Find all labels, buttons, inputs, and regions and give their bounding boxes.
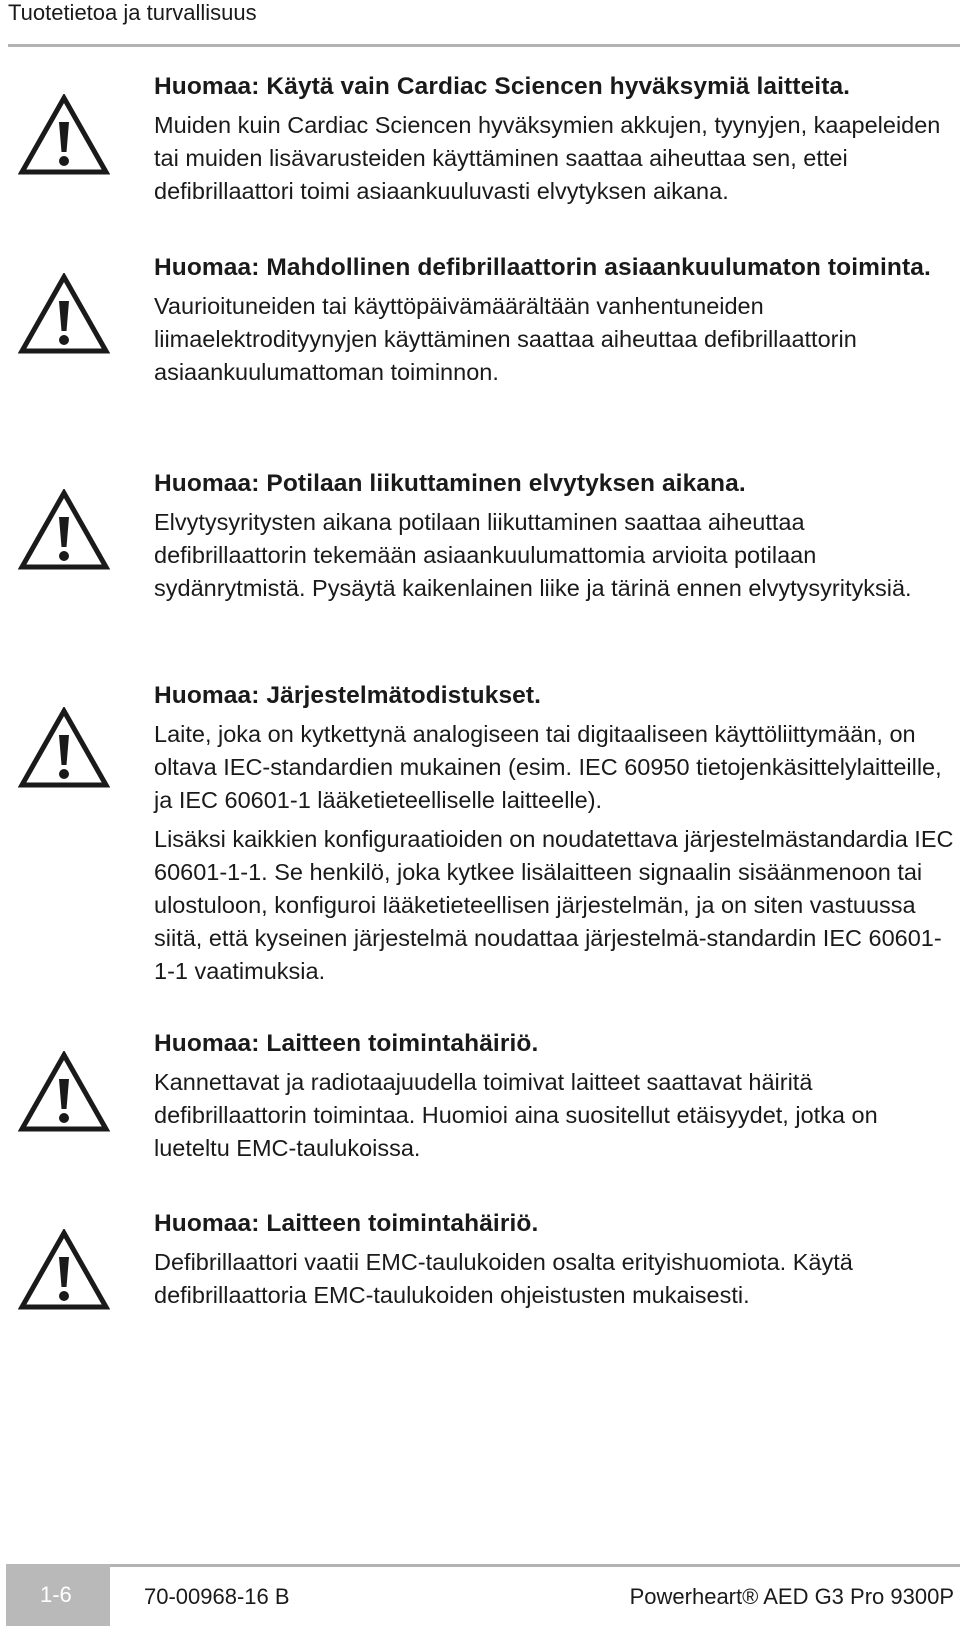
warning-triangle-icon [18,489,110,571]
document-number: 70-00968-16 B [144,1584,290,1609]
notice-title: Huomaa: Mahdollinen defibrillaattorin asiaankuulumaton toiminta. [154,254,931,281]
notice-text: Kannettavat ja radiotaajuudella toimivat laitteet saattavat häiritä defibrillaattorin toimintaa. Huomioi aina suositellut etäisyydet, jotka on lueteltu EMC-taulukoissa. [154,1069,878,1161]
warning-triangle-icon [18,273,110,355]
warning-triangle-icon [18,94,110,176]
product-name: Powerheart® AED G3 Pro 9300P [629,1584,954,1609]
notice-text: Vaurioituneiden tai käyttöpäivämäärältään vanhentuneiden liimaelektrodityynyjen käyttäminen saattaa aiheuttaa defibrillaattorin asiaankuulumattoman toiminnon. [154,293,857,385]
notice-title: Huomaa: Käytä vain Cardiac Sciencen hyväksymiä laitteita. [154,73,851,100]
notice-title: Huomaa: Laitteen toimintahäiriö. [154,1210,539,1237]
footer-divider [110,1564,960,1567]
notice-text: Elvytysyritysten aikana potilaan liikuttaminen saattaa aiheuttaa defibrillaattorin tekemään asiaankuulumattomia arvioita potilaan sydänrytmistä. Pysäytä kaikenlainen liike ja tärinä ennen elvytysyrityksiä. [154,509,912,601]
notice-text: Lisäksi kaikkien konfiguraatioiden on noudatettava järjestelmästandardia IEC 60601-1-1. Se henkilö, joka kytkee lisälaitteen signaalin sisäänmenoon tai ulostuloon, konfiguroi lääketieteellisen järjestelmän, ja on siten vastuussa siitä, että kyseinen järjestelmä noudattaa järjestelmä-standardin IEC 60601-1-1 vaatimuksia. [154,826,954,984]
header-divider [8,44,960,47]
notice-title: Huomaa: Laitteen toimintahäiriö. [154,1030,539,1057]
notice-text: Muiden kuin Cardiac Sciencen hyväksymien akkujen, tyynyjen, kaapeleiden tai muiden lisävarusteiden käyttäminen saattaa aiheuttaa sen, ettei defibrillaattori toimi asiaankuuluvasti elvytyksen aikana. [154,112,941,204]
notice-text: Laite, joka on kytkettynä analogiseen tai digitaaliseen käyttöliittymään, on oltava IEC-standardien mukainen (esim. IEC 60950 tietojenkäsittelylaitteille, ja IEC 60601-1 lääketieteelliselle laitteelle). [154,721,942,813]
notice-text: Defibrillaattori vaatii EMC-taulukoiden osalta erityishuomiota. Käytä defibrillaattoria EMC-taulukoiden ohjeistusten mukaisesti. [154,1249,853,1308]
warning-triangle-icon [18,707,110,789]
running-header: Tuotetietoa ja turvallisuus [8,0,257,25]
page-number: 1-6 [40,1582,72,1607]
notice-title: Huomaa: Järjestelmätodistukset. [154,682,542,709]
warning-triangle-icon [18,1229,110,1311]
notice-title: Huomaa: Potilaan liikuttaminen elvytyksen aikana. [154,470,746,497]
warning-triangle-icon [18,1051,110,1133]
